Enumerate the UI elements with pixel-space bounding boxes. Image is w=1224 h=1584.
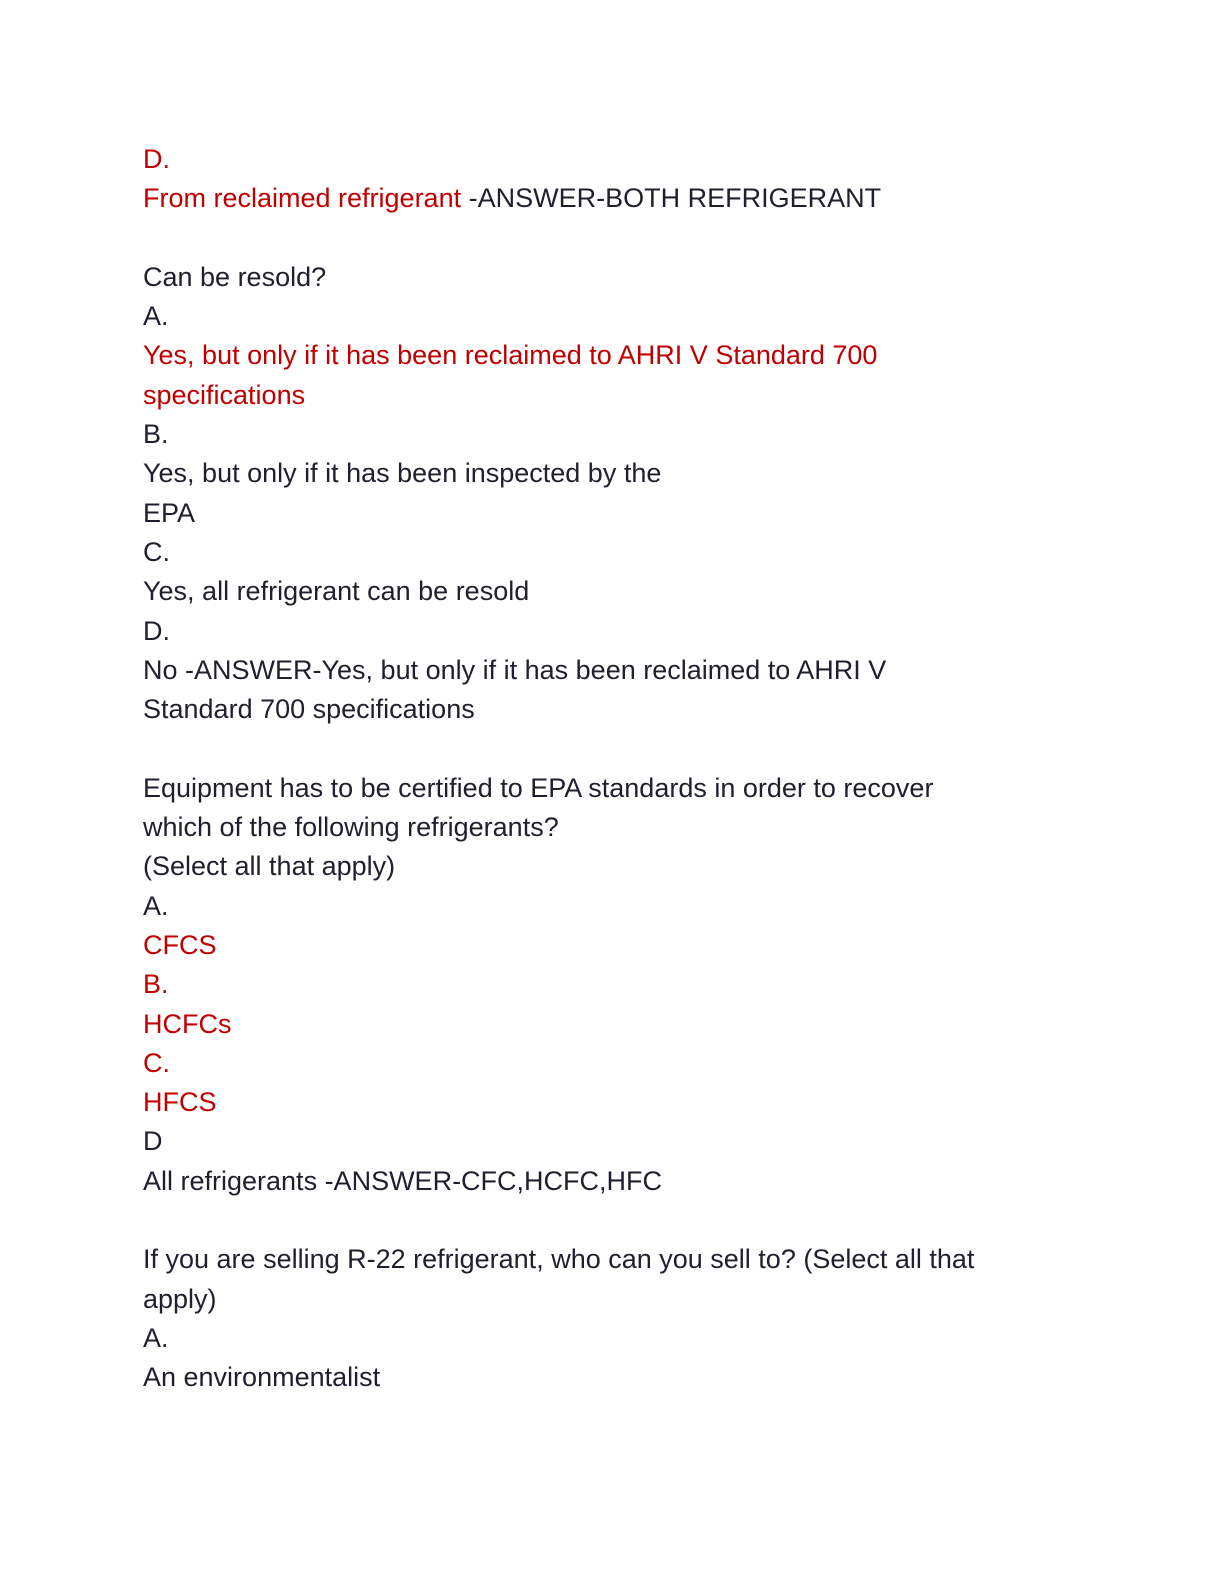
q0-answer: -ANSWER-BOTH REFRIGERANT [461,183,882,214]
q2-option-c-text: HFCS [143,1087,217,1118]
q3-question-1: If you are selling R-22 refrigerant, who can you sell to? (Select all that [143,1244,975,1275]
q2-option-d-text: All refrigerants -ANSWER-CFC,HCFC,HFC [143,1165,663,1196]
q1-option-c-text: Yes, all refrigerant can be resold [143,576,530,607]
q1-option-a-text-1: Yes, but only if it has been reclaimed to AHRI V Standard 700 [143,340,878,371]
q1-option-d-text-1: No -ANSWER-Yes, but only if it has been reclaimed to AHRI V [143,654,887,685]
spacer [143,1201,1103,1240]
q2-option-d-letter: D [143,1126,163,1157]
q2-option-a-letter: A. [143,890,169,921]
spacer [143,729,1103,768]
q0-option-d-letter: D. [143,144,170,174]
q2-question-3: (Select all that apply) [143,851,396,882]
q2-option-b-letter: B. [143,969,169,1000]
q1-option-a-letter: A. [143,301,169,332]
q3-question-2: apply) [143,1283,217,1314]
q2-option-a-text: CFCS [143,929,217,960]
q1-option-d-text-2: Standard 700 specifications [143,694,475,725]
q2-option-c-letter: C. [143,1047,170,1078]
q3-option-a-letter: A. [143,1322,169,1353]
document-page [143,140,1103,1398]
q1-option-c-letter: C. [143,536,170,567]
q3-option-a-text: An environmentalist [143,1362,381,1393]
q1-option-b-text-1: Yes, but only if it has been inspected by the [143,458,662,489]
q1-option-a-text-2: specifications [143,379,306,410]
q2-question-2: which of the following refrigerants? [143,812,559,843]
q0-option-d-text: From reclaimed refrigerant [143,183,462,214]
q2-option-b-text: HCFCs [143,1008,232,1039]
q1-option-d-letter: D. [143,615,170,646]
q2-question-1: Equipment has to be certified to EPA standards in order to recover [143,772,934,803]
q1-option-b-text-2: EPA [143,497,196,528]
q1-question: Can be resold? [143,261,327,292]
q0-option-d-line [143,179,1103,218]
q1-option-b-letter: B. [143,419,169,450]
spacer [143,219,1103,258]
